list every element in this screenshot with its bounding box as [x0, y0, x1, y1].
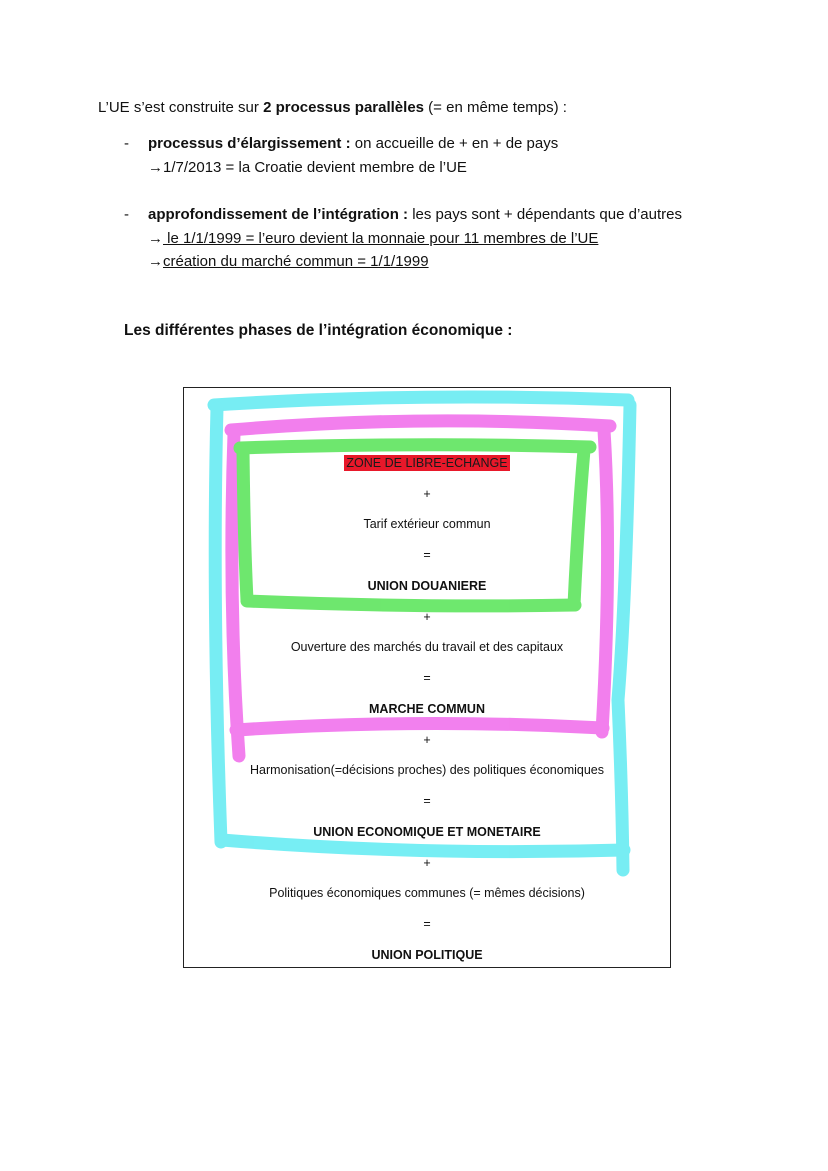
diagram-economic-monetary-union: UNION ECONOMIQUE ET MONETAIRE: [313, 825, 541, 839]
diagram-plus: +: [423, 856, 431, 870]
diagram-equals: =: [423, 548, 431, 562]
cyan-highlight-stroke: [214, 397, 628, 405]
bullet-dash: -: [124, 206, 129, 223]
bullet-title: processus d’élargissement :: [148, 135, 351, 152]
intro-suffix: (= en même temps) :: [424, 99, 567, 116]
diagram-plus: +: [423, 487, 431, 501]
sub-point-text: création du marché commun = 1/1/1999: [163, 253, 429, 270]
section-title: Les différentes phases de l’intégration économique :: [124, 322, 513, 339]
intro-prefix: L’UE s’est construite sur: [98, 99, 264, 116]
diagram-free-trade-zone: [183, 456, 671, 470]
green-highlight-stroke: [247, 601, 575, 606]
diagram-plus: +: [423, 610, 431, 624]
cyan-highlight-stroke: [222, 840, 624, 852]
bullet-text: les pays sont + dépendants que d’autres: [408, 206, 682, 223]
pink-highlight-stroke: [236, 723, 603, 730]
diagram-common-external-tariff: Tarif extérieur commun: [363, 517, 491, 531]
diagram-free-trade-zone-label: ZONE DE LIBRE-ECHANGE: [346, 456, 508, 470]
pink-highlight-stroke: [231, 421, 610, 430]
diagram-customs-union: UNION DOUANIERE: [367, 579, 487, 593]
arrow-icon: →: [148, 253, 163, 270]
green-highlight-stroke: [240, 445, 590, 448]
diagram-common-policies: Politiques économiques communes (= mêmes décisions): [269, 886, 585, 900]
diagram-political-union: UNION POLITIQUE: [371, 948, 483, 962]
diagram-equals: =: [423, 671, 431, 685]
arrow-icon: →: [148, 230, 163, 247]
arrow-icon: →: [148, 159, 163, 176]
sub-point-text: le 1/1/1999 = l’euro devient la monnaie pour 11 membres de l’UE: [163, 230, 599, 247]
diagram-equals: =: [423, 794, 431, 808]
bullet-dash: -: [124, 135, 129, 152]
sub-point-text: 1/7/2013 = la Croatie devient membre de l’UE: [163, 159, 467, 176]
intro-bold: 2 processus parallèles: [263, 99, 425, 116]
bullet-title: approfondissement de l’intégration :: [148, 206, 409, 223]
diagram-equals: =: [423, 917, 431, 931]
diagram-policy-harmonisation: Harmonisation(=décisions proches) des politiques économiques: [249, 763, 604, 777]
diagram-labour-capital-markets: Ouverture des marchés du travail et des capitaux: [290, 640, 564, 654]
bullet-text: on accueille de + en + de pays: [350, 135, 559, 152]
diagram-common-market: MARCHE COMMUN: [369, 702, 485, 716]
diagram-plus: +: [423, 733, 431, 747]
